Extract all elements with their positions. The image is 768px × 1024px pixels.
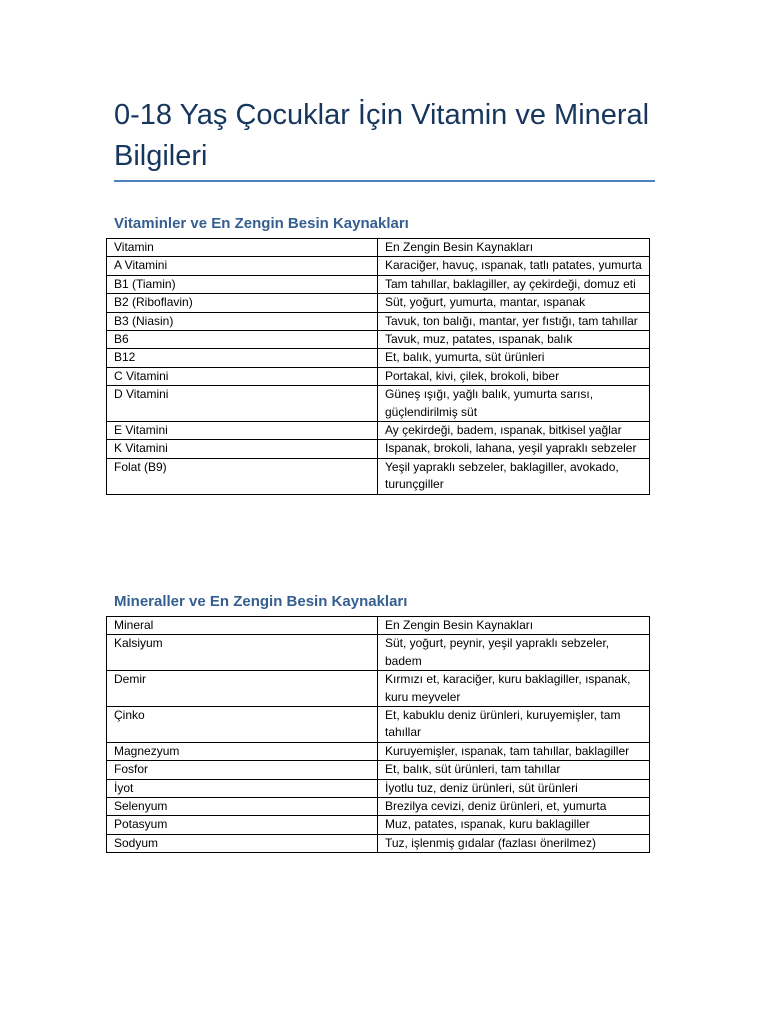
- vitamin-sources-cell: Et, balık, yumurta, süt ürünleri: [378, 349, 650, 367]
- mineral-name-cell: Magnezyum: [107, 742, 378, 760]
- vitamin-sources-cell: Tam tahıllar, baklagiller, ay çekirdeği, domuz eti: [378, 275, 650, 293]
- mineral-name-cell: Potasyum: [107, 816, 378, 834]
- mineral-sources-cell: Kuruyemişler, ıspanak, tam tahıllar, baklagiller: [378, 742, 650, 760]
- header-cell-mineral: Mineral: [107, 617, 378, 635]
- mineral-sources-cell: Brezilya cevizi, deniz ürünleri, et, yumurta: [378, 798, 650, 816]
- vitamin-sources-cell: Tavuk, ton balığı, mantar, yer fıstığı, tam tahıllar: [378, 312, 650, 330]
- table-row: [107, 779, 650, 797]
- vitamin-sources-cell: Ay çekirdeği, badem, ıspanak, bitkisel yağlar: [378, 422, 650, 440]
- vitamin-sources-cell: Güneş ışığı, yağlı balık, yumurta sarısı, güçlendirilmiş süt: [378, 386, 650, 422]
- vitamin-name-cell: C Vitamini: [107, 367, 378, 385]
- vitamin-sources-cell: Süt, yoğurt, yumurta, mantar, ıspanak: [378, 294, 650, 312]
- table-row: [107, 386, 650, 422]
- table-row: [107, 458, 650, 494]
- table-row: [107, 349, 650, 367]
- title-underline: [114, 180, 655, 182]
- mineral-name-cell: Demir: [107, 671, 378, 707]
- vitamin-sources-cell: Ispanak, brokoli, lahana, yeşil yapraklı sebzeler: [378, 440, 650, 458]
- table-row: [107, 671, 650, 707]
- vitamin-name-cell: Folat (B9): [107, 458, 378, 494]
- table-row: [107, 816, 650, 834]
- vitamin-sources-cell: Yeşil yapraklı sebzeler, baklagiller, avokado, turunçgiller: [378, 458, 650, 494]
- mineral-sources-cell: Et, kabuklu deniz ürünleri, kuruyemişler, tam tahıllar: [378, 707, 650, 743]
- mineral-name-cell: Çinko: [107, 707, 378, 743]
- minerals-section-heading: Mineraller ve En Zengin Besin Kaynakları: [114, 593, 408, 610]
- table-row: [107, 798, 650, 816]
- vitamin-sources-cell: Tavuk, muz, patates, ıspanak, balık: [378, 331, 650, 349]
- mineral-name-cell: Selenyum: [107, 798, 378, 816]
- mineral-name-cell: Kalsiyum: [107, 635, 378, 671]
- vitamin-name-cell: E Vitamini: [107, 422, 378, 440]
- table-row: [107, 367, 650, 385]
- minerals-table: [106, 616, 650, 853]
- vitamin-name-cell: D Vitamini: [107, 386, 378, 422]
- document-title: 0-18 Yaş Çocuklar İçin Vitamin ve Mineral Bilgileri: [114, 99, 650, 172]
- table-row: [107, 275, 650, 293]
- vitamin-name-cell: B3 (Niasin): [107, 312, 378, 330]
- table-row: [107, 742, 650, 760]
- table-row: [107, 312, 650, 330]
- mineral-sources-cell: Kırmızı et, karaciğer, kuru baklagiller, ıspanak, kuru meyveler: [378, 671, 650, 707]
- table-header-row: [107, 239, 650, 257]
- mineral-name-cell: İyot: [107, 779, 378, 797]
- vitamins-section-heading: Vitaminler ve En Zengin Besin Kaynakları: [114, 215, 409, 232]
- table-row: [107, 257, 650, 275]
- vitamin-sources-cell: Karaciğer, havuç, ıspanak, tatlı patates, yumurta: [378, 257, 650, 275]
- mineral-sources-cell: Tuz, işlenmiş gıdalar (fazlası önerilmez): [378, 834, 650, 852]
- table-header-row: [107, 617, 650, 635]
- header-cell-vitamin: Vitamin: [107, 239, 378, 257]
- vitamin-name-cell: B1 (Tiamin): [107, 275, 378, 293]
- table-row: [107, 707, 650, 743]
- mineral-name-cell: Fosfor: [107, 761, 378, 779]
- mineral-sources-cell: İyotlu tuz, deniz ürünleri, süt ürünleri: [378, 779, 650, 797]
- header-cell-sources: En Zengin Besin Kaynakları: [378, 239, 650, 257]
- vitamin-name-cell: B12: [107, 349, 378, 367]
- vitamins-table: [106, 238, 650, 495]
- table-row: [107, 331, 650, 349]
- table-row: [107, 834, 650, 852]
- table-row: [107, 635, 650, 671]
- mineral-sources-cell: Muz, patates, ıspanak, kuru baklagiller: [378, 816, 650, 834]
- table-row: [107, 294, 650, 312]
- vitamin-sources-cell: Portakal, kivi, çilek, brokoli, biber: [378, 367, 650, 385]
- vitamin-name-cell: A Vitamini: [107, 257, 378, 275]
- header-cell-sources: En Zengin Besin Kaynakları: [378, 617, 650, 635]
- vitamin-name-cell: K Vitamini: [107, 440, 378, 458]
- mineral-name-cell: Sodyum: [107, 834, 378, 852]
- vitamin-name-cell: B2 (Riboflavin): [107, 294, 378, 312]
- vitamin-name-cell: B6: [107, 331, 378, 349]
- mineral-sources-cell: Süt, yoğurt, peynir, yeşil yapraklı sebzeler, badem: [378, 635, 650, 671]
- table-row: [107, 422, 650, 440]
- table-row: [107, 761, 650, 779]
- mineral-sources-cell: Et, balık, süt ürünleri, tam tahıllar: [378, 761, 650, 779]
- table-row: [107, 440, 650, 458]
